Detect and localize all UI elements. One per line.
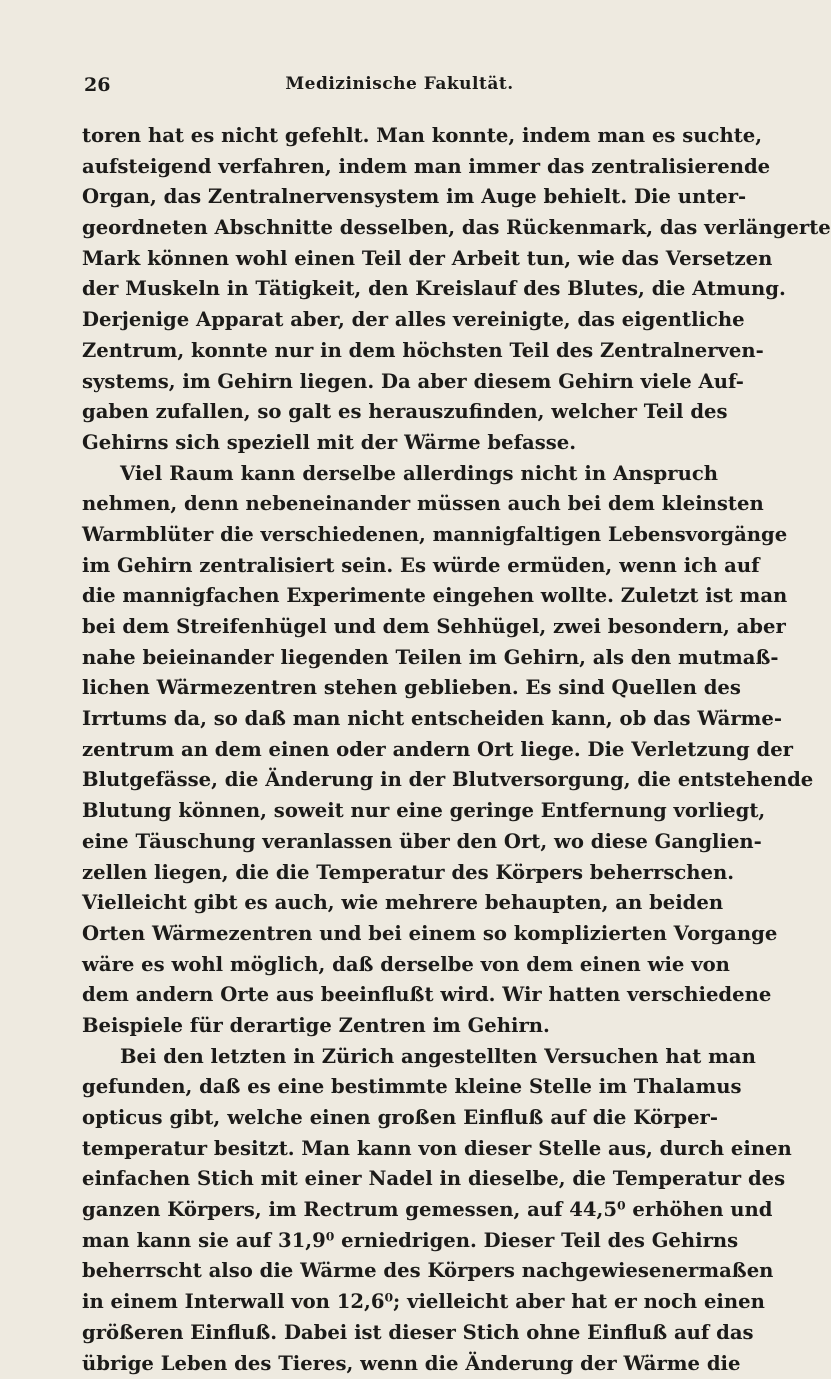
text-line: nehmen, denn nebeneinander müssen auch bei dem kleinsten (82, 489, 718, 520)
text-line: wäre es wohl möglich, daß derselbe von dem einen wie von (82, 950, 718, 981)
text-line: Blutgefässe, die Änderung in der Blutversorgung, die entstehende (82, 765, 718, 796)
text-line: geordneten Abschnitte desselben, das Rückenmark, das verlängerte (82, 213, 718, 244)
text-line: Mark können wohl einen Teil der Arbeit tun, wie das Versetzen (82, 244, 718, 275)
text-line: Organ, das Zentralnervensystem im Auge behielt. Die unter- (82, 182, 718, 213)
text-line: eine Täuschung veranlassen über den Ort, wo diese Ganglien- (82, 827, 718, 858)
text-line: größeren Einfluß. Dabei ist dieser Stich ohne Einfluß auf das (82, 1318, 718, 1349)
text-line: Warmblüter die verschiedenen, mannigfaltigen Lebensvorgänge (82, 520, 718, 551)
text-line: übrige Leben des Tieres, wenn die Änderung der Wärme die (82, 1349, 718, 1379)
text-line: gaben zufallen, so galt es herauszufinden, welcher Teil des (82, 397, 718, 428)
text-line: Bei den letzten in Zürich angestellten Versuchen hat man (82, 1042, 718, 1073)
text-line: Derjenige Apparat aber, der alles vereinigte, das eigentliche (82, 305, 718, 336)
text-line: Gehirns sich speziell mit der Wärme befasse. (82, 428, 718, 459)
text-line: aufsteigend verfahren, indem man immer das zentralisierende (82, 152, 718, 183)
body-text (82, 121, 718, 1379)
text-line: Orten Wärmezentren und bei einem so komplizierten Vorgange (82, 919, 718, 950)
text-line: Zentrum, konnte nur in dem höchsten Teil des Zentralnerven- (82, 336, 718, 367)
text-line: in einem Interwall von 12,6⁰; vielleicht aber hat er noch einen (82, 1287, 718, 1318)
page-number: 26 (84, 74, 110, 96)
text-line: lichen Wärmezentren stehen geblieben. Es sind Quellen des (82, 673, 718, 704)
text-line: zellen liegen, die die Temperatur des Körpers beherrschen. (82, 858, 718, 889)
text-line: nahe beieinander liegenden Teilen im Gehirn, als den mutmaß- (82, 643, 718, 674)
text-line: man kann sie auf 31,9⁰ erniedrigen. Dieser Teil des Gehirns (82, 1226, 718, 1257)
text-line: temperatur besitzt. Man kann von dieser Stelle aus, durch einen (82, 1134, 718, 1165)
text-line: der Muskeln in Tätigkeit, den Kreislauf des Blutes, die Atmung. (82, 274, 718, 305)
text-line: beherrscht also die Wärme des Körpers nachgewiesenermaßen (82, 1256, 718, 1287)
text-line: Beispiele für derartige Zentren im Gehirn. (82, 1011, 718, 1042)
text-line: bei dem Streifenhügel und dem Sehhügel, zwei besondern, aber (82, 612, 718, 643)
text-line: dem andern Orte aus beeinflußt wird. Wir hatten verschiedene (82, 980, 718, 1011)
text-line: systems, im Gehirn liegen. Da aber diesem Gehirn viele Auf- (82, 367, 718, 398)
text-line: ganzen Körpers, im Rectrum gemessen, auf 44,5⁰ erhöhen und (82, 1195, 718, 1226)
text-line: Blutung können, soweit nur eine geringe Entfernung vorliegt, (82, 796, 718, 827)
text-line: Vielleicht gibt es auch, wie mehrere behaupten, an beiden (82, 888, 718, 919)
running-head (84, 74, 715, 102)
text-line: toren hat es nicht gefehlt. Man konnte, indem man es suchte, (82, 121, 718, 152)
text-line: opticus gibt, welche einen großen Einfluß auf die Körper- (82, 1103, 718, 1134)
text-line: im Gehirn zentralisiert sein. Es würde ermüden, wenn ich auf (82, 551, 718, 582)
text-line: Viel Raum kann derselbe allerdings nicht in Anspruch (82, 459, 718, 490)
text-line: einfachen Stich mit einer Nadel in dieselbe, die Temperatur des (82, 1164, 718, 1195)
text-line: zentrum an dem einen oder andern Ort liege. Die Verletzung der (82, 735, 718, 766)
running-title: Medizinische Fakultät. (84, 74, 715, 94)
text-line: gefunden, daß es eine bestimmte kleine Stelle im Thalamus (82, 1072, 718, 1103)
text-line: Irrtums da, so daß man nicht entscheiden kann, ob das Wärme- (82, 704, 718, 735)
text-line: die mannigfachen Experimente eingehen wollte. Zuletzt ist man (82, 581, 718, 612)
